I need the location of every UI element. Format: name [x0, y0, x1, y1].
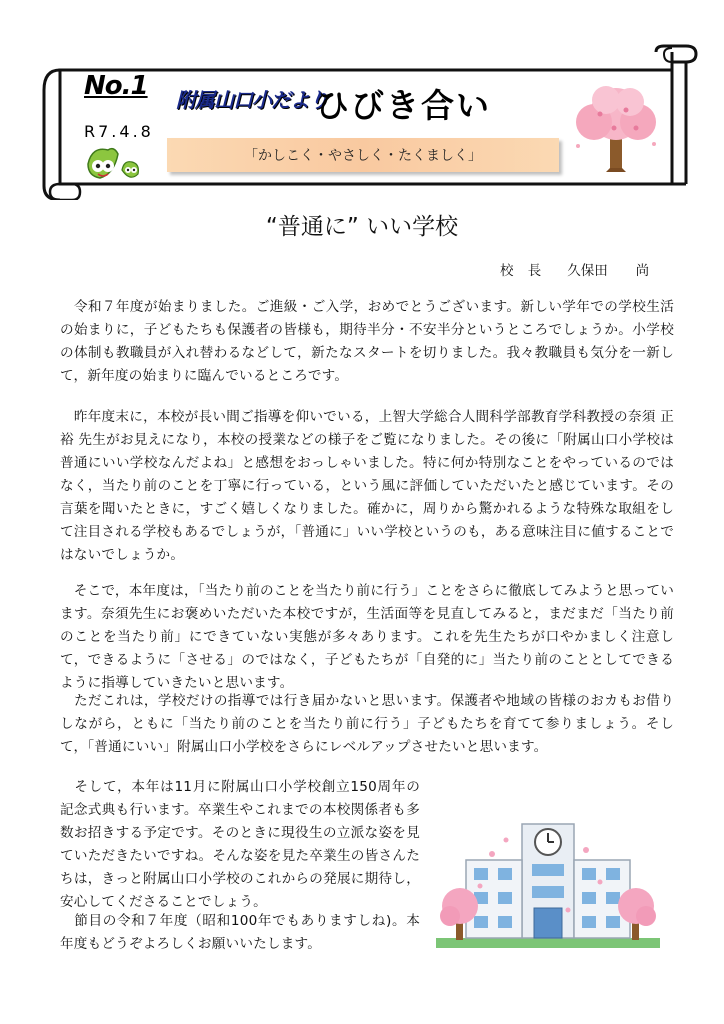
author-role: 校 長 — [500, 263, 542, 279]
issue-date: R7.4.8 — [84, 122, 154, 141]
author-name: 久保田 尚 — [567, 263, 650, 279]
school-building-icon — [436, 820, 660, 954]
issue-number: No.1 — [84, 71, 148, 101]
newsletter-name: 附属山口小だより — [176, 88, 328, 112]
paragraph-1: 令和７年度が始まりました。ご進級・ご入学，おめでとうございます。新しい学年での学校生活の始まりに，子どもたちも保護者の皆様も，期待半分・不安半分というところでしょうか。小学校の体制も教職員が入れ替わるなどして，新たなスタートを切りました。我々教職員も気分を一新して，新年度の始まりに臨んでいるところです。 — [60, 299, 674, 384]
paragraph-3: そこで，本年度は，「当たり前のことを当たり前に行う」ことをさらに徹底してみようと思っています。奈須先生にお褒めいただいた本校ですが，生活面等を見直してみると，まだまだ「当たり前のことを当たり前」にできていない実態が多々あります。これを先生たちが口やかましく注意して，できるように「させる」のではなく，子どもたちが「自発的に」当たり前のこととしてできるように指導していきたいと思います。 — [60, 583, 674, 691]
paragraph-5: そして，本年は11月に附属山口小学校創立150周年の記念式典も行います。卒業生やこれまでの本校関係者も多数お招きする予定です。そのときに現役生の立派な姿を見ていただきたいですね。そんな姿を見た卒業生の皆さんたちは，きっと附属山口小学校のこれからの発展に期待し，安心してくださることでしょう。 — [60, 779, 420, 910]
paragraph-4: ただこれは，学校だけの指導では行き届かないと思います。保護者や地域の皆様のおカもお借りしながら，ともに「当たり前のことを当たり前に行う」子どもたちを育てて参りましょう。そして，「普通にいい」附属山口小学校をさらにレベルアップさせたいと思います。 — [60, 693, 674, 755]
article-title: “普通に” いい学校 — [265, 214, 459, 240]
motto-text: 「かしこく・やさしく・たくましく」 — [244, 148, 482, 164]
mascot-icon — [84, 144, 144, 186]
author-line — [500, 259, 675, 279]
paragraph-2: 昨年度末に，本校が長い間ご指導を仰いでいる，上智大学総合人間科学部教育学科教授の奈須 正裕 先生がお見えになり，本校の授業などの様子をご覧になりました。その後に「附属山口小学校は普通にいい学校なんだよね」と感想をおっしゃいました。特に何か特別なことをやっているのではなく，当たり前のことを丁寧に行っている，という風に評価していただいたと感じています。その言葉を聞いたときに，すごく嬉しくなりました。確かに，周りから驚かれるような特殊な取組をして注目される学校もあるでしょうが，「普通に」いい学校というのも，ある意味注目に値することではないでしょうか。 — [60, 409, 674, 563]
motto-banner — [167, 138, 559, 172]
paragraph-6: 節目の令和７年度（昭和100年でもありますしね)。本年度もどうぞよろしくお願いいたします。 — [60, 913, 420, 952]
newsletter-title: ひびき合い — [316, 86, 491, 125]
sakura-tree-icon — [570, 84, 664, 178]
